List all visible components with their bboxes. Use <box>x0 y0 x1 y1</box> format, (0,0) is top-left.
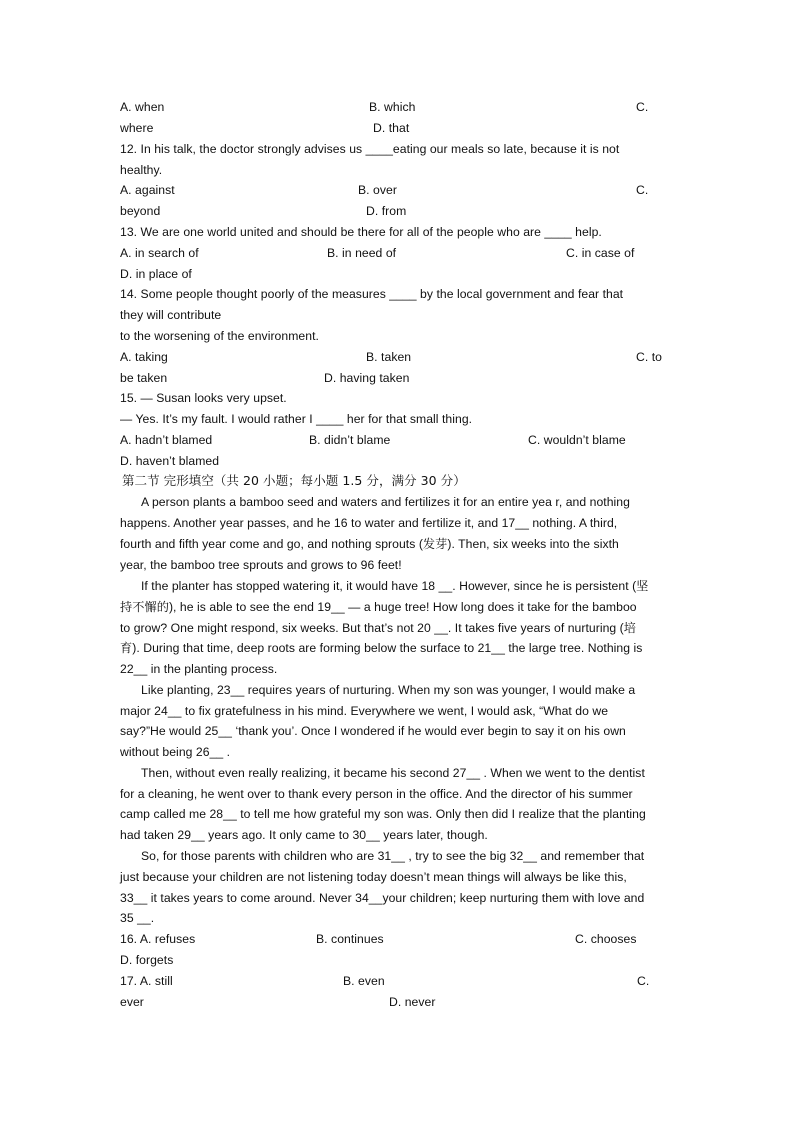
passage-line: Like planting, 23__ requires years of nurturing. When my son was younger, I would make a <box>141 683 636 697</box>
q16-option-c: C. chooses <box>575 932 637 946</box>
q16-option-d: D. forgets <box>120 953 174 967</box>
passage-line: without being 26__ . <box>120 745 231 759</box>
q11-option-b: B. which <box>369 100 416 114</box>
passage-line: happens. Another year passes, and he 16 to water and fertilize it, and 17__ nothing. A third, <box>120 516 618 530</box>
q12-option-c-label: C. <box>636 183 649 197</box>
passage-line: to grow? One might respond, six weeks. But that’s not 20 __. It takes five years of nurturing (培 <box>120 621 637 635</box>
passage-line: 35 __. <box>120 911 155 925</box>
passage-line: If the planter has stopped watering it, it would have 18 __. However, since he is persistent (坚 <box>141 579 649 593</box>
q17-option-c-text: ever <box>120 995 144 1009</box>
passage-line: had taken 29__ years ago. It only came to 30__ years later, though. <box>120 828 488 842</box>
passage-line: for a cleaning, he went over to thank every person in the office. And the director of his summer <box>120 787 633 801</box>
passage-line: 22__ in the planting process. <box>120 662 278 676</box>
q11-option-c-label: C. <box>636 100 649 114</box>
q13-stem: 13. We are one world united and should be there for all of the people who are ____ help. <box>120 225 602 239</box>
q15-option-a: A. hadn’t blamed <box>120 433 213 447</box>
q14-stem-line3: to the worsening of the environment. <box>120 329 319 343</box>
q13-option-a: A. in search of <box>120 246 199 260</box>
q12-stem-line2: healthy. <box>120 163 163 177</box>
passage-line: fourth and fifth year come and go, and nothing sprouts (发芽). Then, six weeks into the sixth <box>120 537 619 551</box>
q16-option-b: B. continues <box>316 932 384 946</box>
q14-option-b: B. taken <box>366 350 412 364</box>
q17-option-b: B. even <box>343 974 385 988</box>
passage-line: A person plants a bamboo seed and waters and fertilizes it for an entire yea r, and nothing <box>141 495 630 509</box>
q14-stem-line2: they will contribute <box>120 308 222 322</box>
passage-line: just because your children are not listening today doesn’t mean things will always be like this, <box>120 870 627 884</box>
q12-stem-line1: 12. In his talk, the doctor strongly advises us ____eating our meals so late, because it is not <box>120 142 620 156</box>
passage-line: camp called me 28__ to tell me how grateful my son was. Only then did I realize that the planting <box>120 807 646 821</box>
q15-stem-line2: — Yes. It’s my fault. I would rather I ____ her for that small thing. <box>120 412 473 426</box>
q13-option-d: D. in place of <box>120 267 192 281</box>
passage-line: 33__ it takes years to come around. Never 34__your children; keep nurturing them with love and <box>120 891 645 905</box>
section-heading: 第二节 完形填空（共 20 小题；每小题 1.5 分，满分 30 分） <box>122 473 466 488</box>
q12-option-c-text: beyond <box>120 204 161 218</box>
q14-option-c-label: C. to <box>636 350 662 364</box>
q15-stem-line1: 15. — Susan looks very upset. <box>120 391 287 405</box>
q16-option-a: 16. A. refuses <box>120 932 196 946</box>
passage-line: So, for those parents with children who are 31__ , try to see the big 32__ and remember that <box>141 849 645 863</box>
passage-line: say?”He would 25__ ‘thank you’. Once I wondered if he would ever begin to say it on his own <box>120 724 626 738</box>
q14-option-a: A. taking <box>120 350 168 364</box>
q11-option-d: D. that <box>373 121 410 135</box>
passage-line: 持不懈的), he is able to see the end 19__ — a huge tree! How long does it take for the bamboo <box>120 600 637 614</box>
q11-option-c-text: where <box>120 121 154 135</box>
q12-option-b: B. over <box>358 183 397 197</box>
passage-line: major 24__ to fix gratefulness in his mind. Everywhere we went, I would ask, “What do we <box>120 704 609 718</box>
q15-option-b: B. didn’t blame <box>309 433 391 447</box>
q15-option-d: D. haven’t blamed <box>120 454 220 468</box>
passage-line: 育). During that time, deep roots are forming below the surface to 21__ the large tree. Nothing is <box>120 641 643 655</box>
q17-option-d: D. never <box>389 995 436 1009</box>
q13-option-b: B. in need of <box>327 246 397 260</box>
q17-option-a: 17. A. still <box>120 974 173 988</box>
q12-option-d: D. from <box>366 204 407 218</box>
q11-option-a: A. when <box>120 100 165 114</box>
q15-option-c: C. wouldn’t blame <box>528 433 626 447</box>
q14-stem-line1: 14. Some people thought poorly of the measures ____ by the local government and fear that <box>120 287 624 301</box>
q17-option-c-label: C. <box>637 974 650 988</box>
q14-option-d: D. having taken <box>324 371 410 385</box>
q14-option-c-text: be taken <box>120 371 168 385</box>
q13-option-c: C. in case of <box>566 246 635 260</box>
q12-option-a: A. against <box>120 183 175 197</box>
passage-line: Then, without even really realizing, it became his second 27__ . When we went to the dentist <box>141 766 645 780</box>
passage-line: year, the bamboo tree sprouts and grows to 96 feet! <box>120 558 402 572</box>
